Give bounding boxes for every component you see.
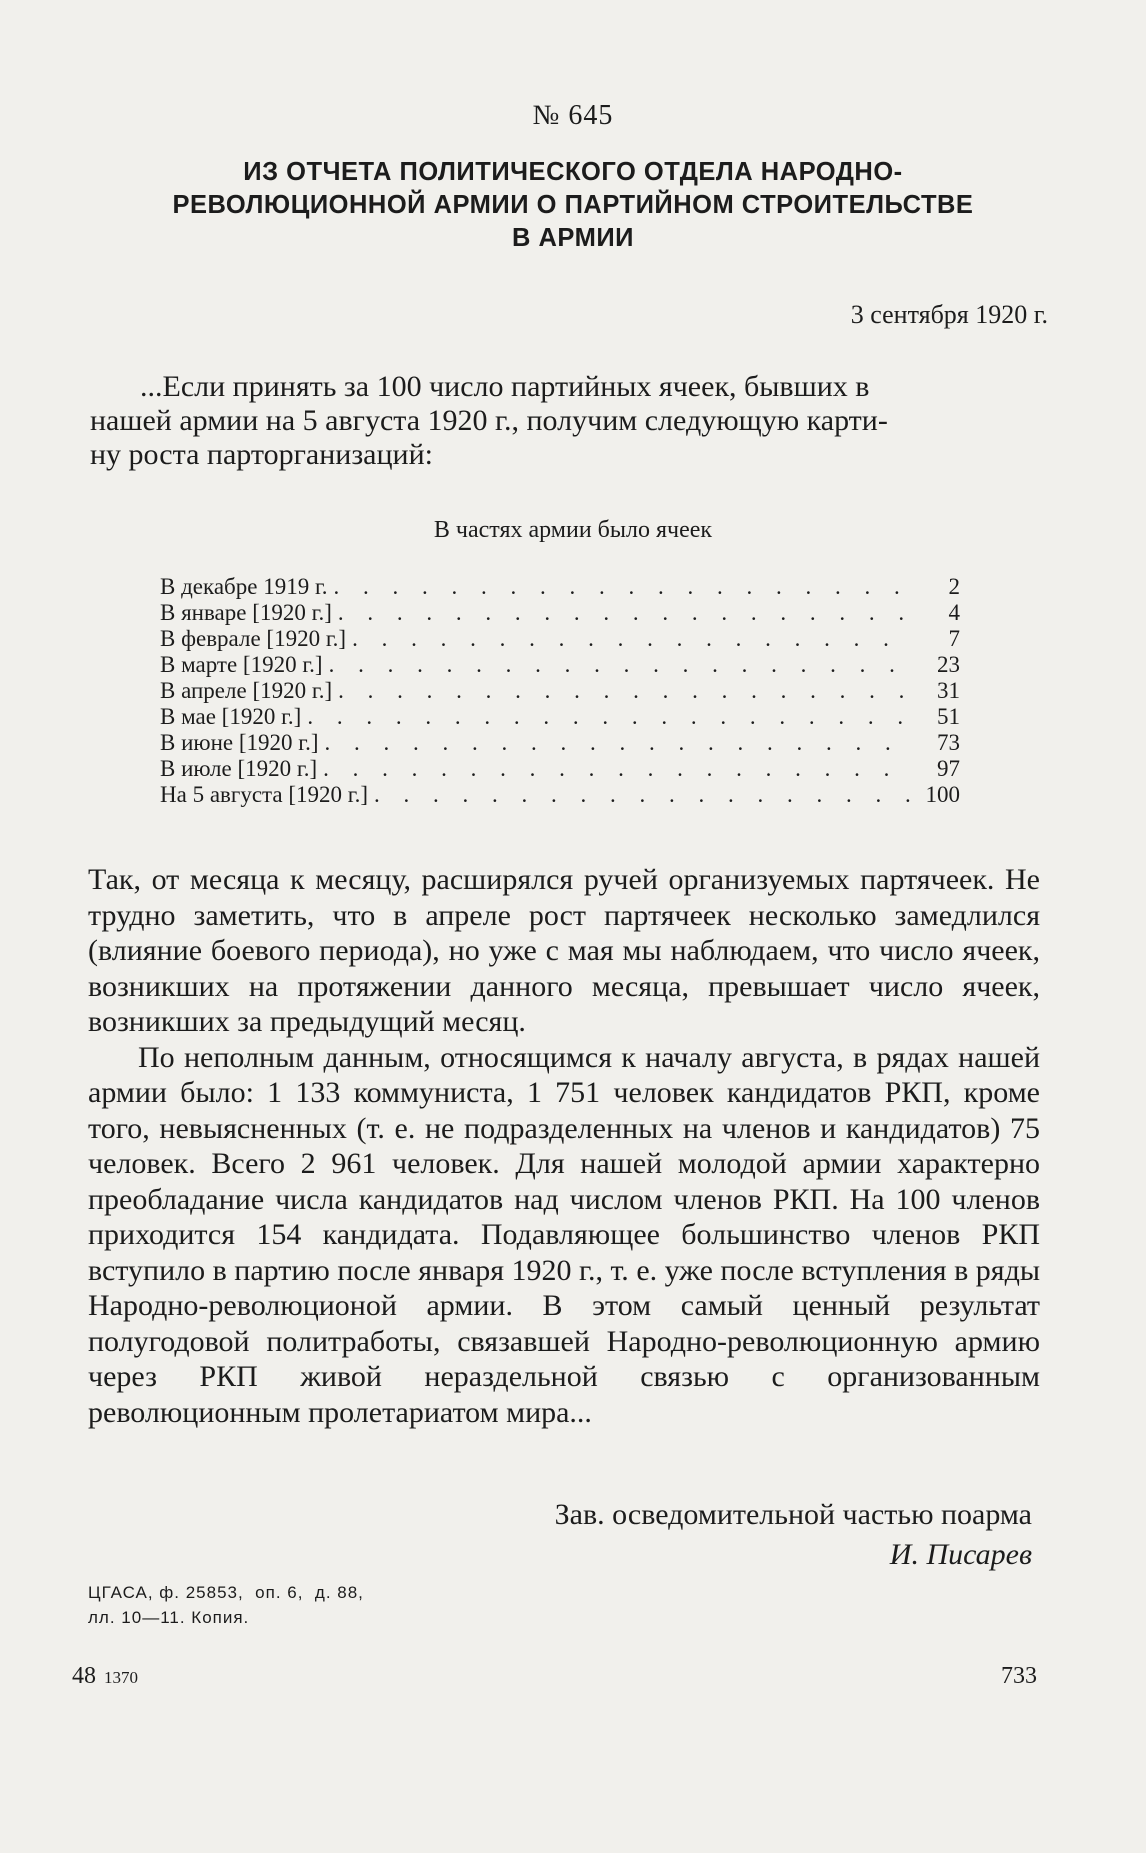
footer-sheet-number: 48 <box>72 1663 96 1689</box>
row-value: 51 <box>937 704 960 729</box>
intro-line: ...Если принять за 100 число партийных ячеек, бывших в <box>140 370 870 403</box>
row-label: В июле [1920 г.] <box>160 756 318 781</box>
intro-line: ну роста парторганизаций: <box>90 438 433 471</box>
leader-dots <box>338 600 914 626</box>
leader-dots <box>323 756 914 782</box>
title-line: РЕВОЛЮЦИОННОЙ АРМИИ О ПАРТИЙНОМ СТРОИТЕЛЬСТВЕ <box>172 191 974 219</box>
row-value: 7 <box>948 626 960 651</box>
table-row <box>160 600 960 626</box>
row-value: 4 <box>948 600 960 625</box>
archive-reference <box>88 1580 364 1630</box>
body-text <box>88 862 1040 1430</box>
leader-dots <box>307 704 914 730</box>
archive-line: ЦГАСА, ф. 25853, оп. 6, д. 88, <box>88 1583 364 1602</box>
table-row <box>160 782 960 808</box>
row-label: В апреле [1920 г.] <box>160 678 333 703</box>
footer-order-number: 1370 <box>104 1668 138 1687</box>
document-number: № 645 <box>532 100 614 131</box>
leader-dots <box>329 652 914 678</box>
row-label: В декабре 1919 г. <box>160 574 328 599</box>
table-row <box>160 704 960 730</box>
row-value: 31 <box>937 678 960 703</box>
table-row <box>160 730 960 756</box>
cell-count-table <box>160 574 960 808</box>
table-row <box>160 678 960 704</box>
table-row <box>160 756 960 782</box>
row-label: На 5 августа [1920 г.] <box>160 782 368 807</box>
row-value: 73 <box>937 730 960 755</box>
document-title <box>150 156 996 255</box>
row-value: 23 <box>937 652 960 677</box>
leader-dots <box>374 782 914 808</box>
table-heading: В частях армии было ячеек <box>433 517 713 543</box>
row-value: 2 <box>948 574 960 599</box>
signature-role: Зав. осведомительной частью поарма <box>554 1498 1032 1531</box>
row-value: 97 <box>937 756 960 781</box>
signature-name: И. Писарев <box>889 1538 1032 1571</box>
row-label: В марте [1920 г.] <box>160 652 323 677</box>
archive-line: лл. 10—11. Копия. <box>88 1608 250 1627</box>
document-date: 3 сентября 1920 г. <box>850 300 1048 329</box>
intro-line: нашей армии на 5 августа 1920 г., получим следующую карти- <box>90 404 888 437</box>
row-label: В мае [1920 г.] <box>160 704 302 729</box>
page-number: 733 <box>1001 1663 1037 1689</box>
paragraph: Так, от месяца к месяцу, расширялся ручей организуемых партячеек. Не трудно заметить, что в апреле рост партячеек несколько замедлился (влияние боевого периода), но уже с мая мы наблюдаем, что число ячеек, возникших на протяжении данного месяца, превышает число ячеек, возникших за предыдущий месяц. <box>88 863 1040 1038</box>
footer-signature-mark <box>72 1663 138 1690</box>
row-label: В феврале [1920 г.] <box>160 626 347 651</box>
title-line: ИЗ ОТЧЕТА ПОЛИТИЧЕСКОГО ОТДЕЛА НАРОДНО- <box>243 158 903 186</box>
row-label: В июне [1920 г.] <box>160 730 319 755</box>
leader-dots <box>338 678 914 704</box>
table-row <box>160 574 960 600</box>
leader-dots <box>352 626 914 652</box>
row-value: 100 <box>925 782 960 807</box>
title-line: В АРМИИ <box>512 224 634 252</box>
paragraph: По неполным данным, относящимся к началу августа, в рядах нашей армии было: 1 133 коммуниста, 1 751 человек кандидатов РКП, кроме того, невыясненных (т. е. не подразделенных на членов и кандидатов) 75 человек. Всего 2 961 человек. Для нашей молодой армии характерно преобладание числа кандидатов над числом членов РКП. На 100 членов приходится 154 кандидата. Подавляющее большинство членов РКП вступило в партию после января 1920 г., т. е. уже после вступления в ряды Народно-революционой армии. В этом самый ценный результат полугодовой политработы, связавшей Народно-революционную армию через РКП живой нераздельной связью с организованным революционным пролетариатом мира... <box>88 1040 1040 1429</box>
leader-dots <box>325 730 914 756</box>
leader-dots <box>334 574 914 600</box>
row-label: В январе [1920 г.] <box>160 600 332 625</box>
table-row <box>160 626 960 652</box>
intro-paragraph <box>90 370 1042 472</box>
table-row <box>160 652 960 678</box>
